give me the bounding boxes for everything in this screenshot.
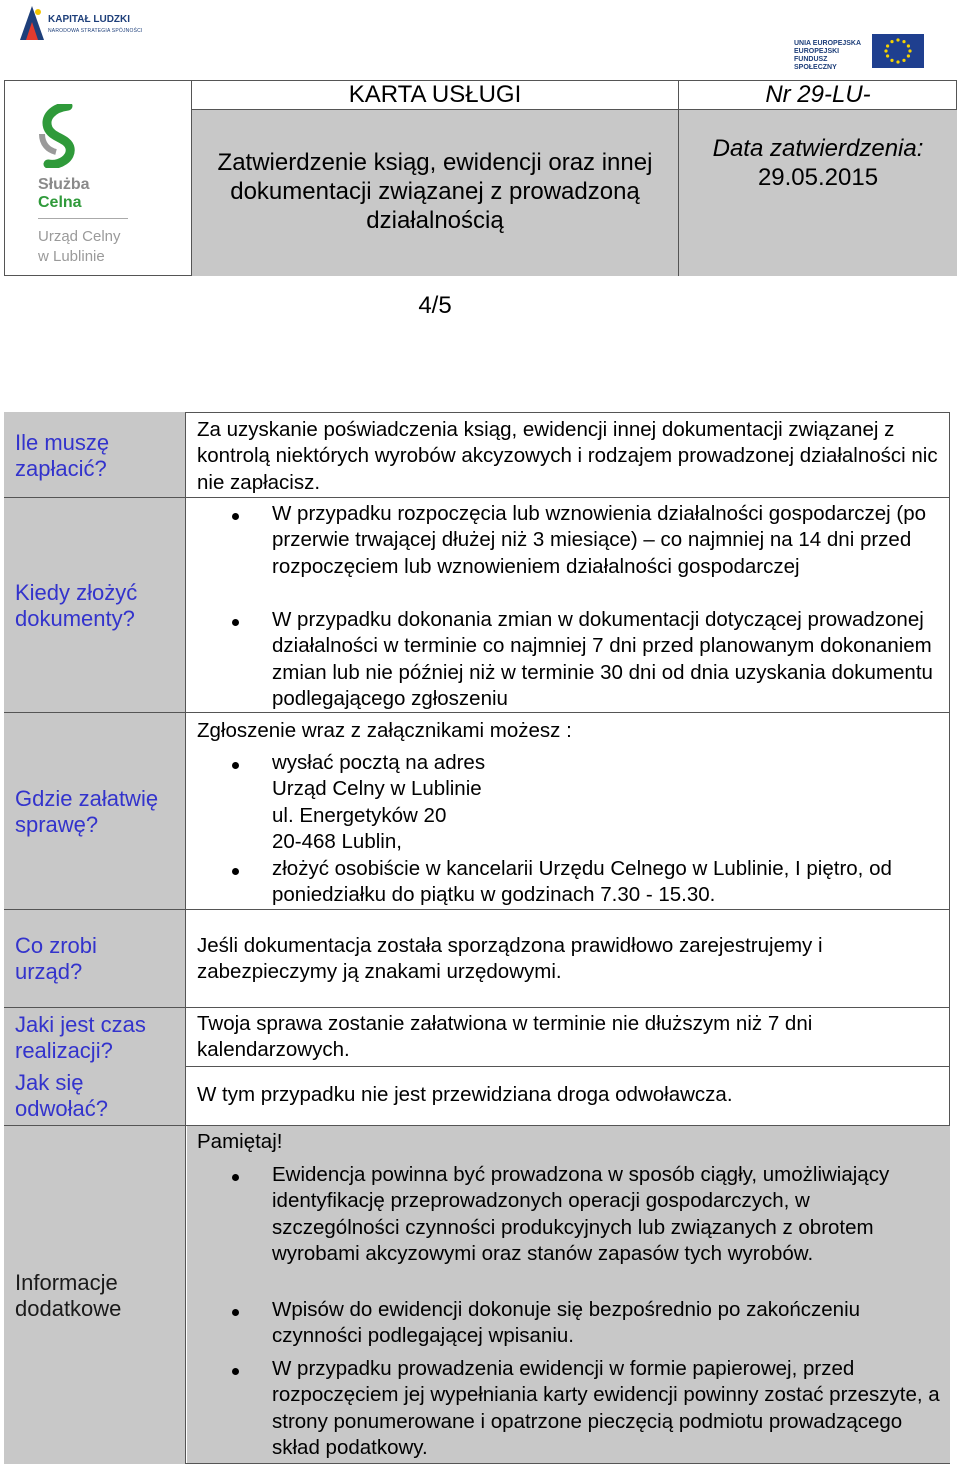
service-name: Zatwierdzenie ksiąg, ewidencji oraz innej dokumentacji związanej z prowadzoną działalnością — [192, 110, 678, 276]
row-divider — [4, 497, 186, 498]
where-address-office: Urząd Celny w Lublinie — [272, 777, 482, 800]
where-address-city: 20-468 Lublin, — [272, 830, 402, 853]
sc-logo-line2: Celna — [38, 194, 82, 211]
sluzba-celna-logo-icon — [38, 104, 80, 168]
row-divider — [4, 909, 186, 910]
row-divider — [186, 1066, 950, 1067]
row-divider — [186, 1007, 950, 1008]
page-number: 4/5 — [418, 292, 452, 319]
eu-flag-icon — [872, 34, 924, 68]
where-intro: Zgłoszenie wraz z załącznikami możesz : — [197, 719, 572, 742]
fee-text: Za uzyskanie poświadczenia ksiąg, ewidencji innej dokumentacji związanej z kontrolą niektórych wyrobów akcyzowych i rodzajem prowadzonej działalności nic nie zapłacisz. — [197, 418, 938, 494]
label-fee: Ile muszę zapłacić? — [15, 430, 110, 481]
office-text: Jeśli dokumentacja została sporządzona prawidłowo zarejestrujemy i zabezpieczymy ją znakami urzędowymi. — [197, 934, 823, 984]
logo-divider — [38, 218, 128, 219]
kl-logo-subtext: NARODOWA STRATEGIA SPÓJNOŚCI — [48, 28, 143, 34]
label-where: Gdzie załatwię sprawę? — [15, 786, 159, 837]
sc-logo-line3: Urząd Celny — [38, 228, 121, 245]
approval-date-cell — [678, 110, 957, 276]
sc-logo-line4: w Lublinie — [38, 248, 105, 265]
card-title: KARTA USŁUGI — [192, 80, 678, 110]
row-divider — [186, 1125, 950, 1126]
row-divider — [186, 909, 950, 910]
bullet — [232, 762, 239, 769]
bullet — [232, 868, 239, 875]
bullet — [232, 1368, 239, 1375]
appeal-text: W tym przypadku nie jest przewidziana droga odwoławcza. — [197, 1083, 733, 1106]
ue-logo-text: UNIA EUROPEJSKA EUROPEJSKI FUNDUSZ SPOŁECZNY — [794, 40, 861, 71]
where-address-street: ul. Energetyków 20 — [272, 804, 447, 827]
kl-logo-text: KAPITAŁ LUDZKI — [48, 14, 131, 25]
card-number: Nr 29-LU- — [678, 80, 957, 110]
row-divider — [4, 1007, 186, 1008]
bullet — [232, 1174, 239, 1181]
logo-cell — [4, 80, 192, 276]
bullet — [232, 513, 239, 520]
time-text: Twoja sprawa zostanie załatwiona w terminie nie dłuższym niż 7 dni kalendarzowych. — [197, 1012, 813, 1062]
info-item-1: Ewidencja powinna być prowadzona w sposób ciągły, umożliwiający identyfikację przeprowadzonych operacji gospodarczych, w szczególności czynności produkcyjnych lub związanych z obrotem wyrobami akcyzowymi oraz stanów zapasów tych wyrobów. — [272, 1163, 890, 1266]
approval-date-value: 29.05.2015 — [757, 164, 879, 191]
info-heading: Pamiętaj! — [197, 1130, 283, 1153]
when-item-2: W przypadku dokonania zmian w dokumentacji dotyczącej prowadzonej działalności w terminie co najmniej 7 dni przed planowanym dokonaniem zmian lub nie później niż w terminie 30 dni od dnia uzyskania dokumentu podlegającego zgłoszeniu — [272, 608, 933, 711]
where-item-1-line1: wysłać pocztą na adres — [272, 751, 486, 774]
label-appeal: Jak się odwołać? — [15, 1070, 108, 1121]
label-office: Co zrobi urząd? — [15, 933, 97, 984]
approval-date-label: Data zatwierdzenia: — [712, 135, 924, 162]
sc-logo-line1: Służba — [38, 176, 90, 193]
bullet — [232, 1309, 239, 1316]
where-item-2: złożyć osobiście w kancelarii Urzędu Celnego w Lublinie, I piętro, od poniedziałku do piątku w godzinach 7.30 - 15.30. — [272, 857, 892, 907]
info-item-2: Wpisów do ewidencji dokonuje się bezpośrednio po zakończeniu czynności podlegającej wpisaniu. — [272, 1298, 861, 1348]
when-item-1: W przypadku rozpoczęcia lub wznowienia działalności gospodarczej (po przerwie trwającej dłużej niż 3 miesiące) – co najmniej na 14 dni przed rozpoczęciem lub wznowieniem działalności gospodarczej — [272, 502, 927, 578]
bullet — [232, 619, 239, 626]
label-info: Informacje dodatkowe — [15, 1270, 122, 1321]
label-when: Kiedy złożyć dokumenty? — [15, 580, 138, 631]
kapital-ludzki-logo-icon — [18, 4, 46, 42]
info-item-3: W przypadku prowadzenia ewidencji w formie papierowej, przed rozpoczęciem jej wypełniania karty ewidencji powinny zostać przeszyte, a strony ponumerowane i opatrzone pieczęcią podmiotu prowadzącego skład podatkowy. — [272, 1357, 940, 1460]
row-divider — [186, 497, 950, 498]
row-divider — [4, 712, 186, 713]
label-time: Jaki jest czas realizacji? — [15, 1012, 146, 1063]
row-divider — [4, 1125, 186, 1126]
